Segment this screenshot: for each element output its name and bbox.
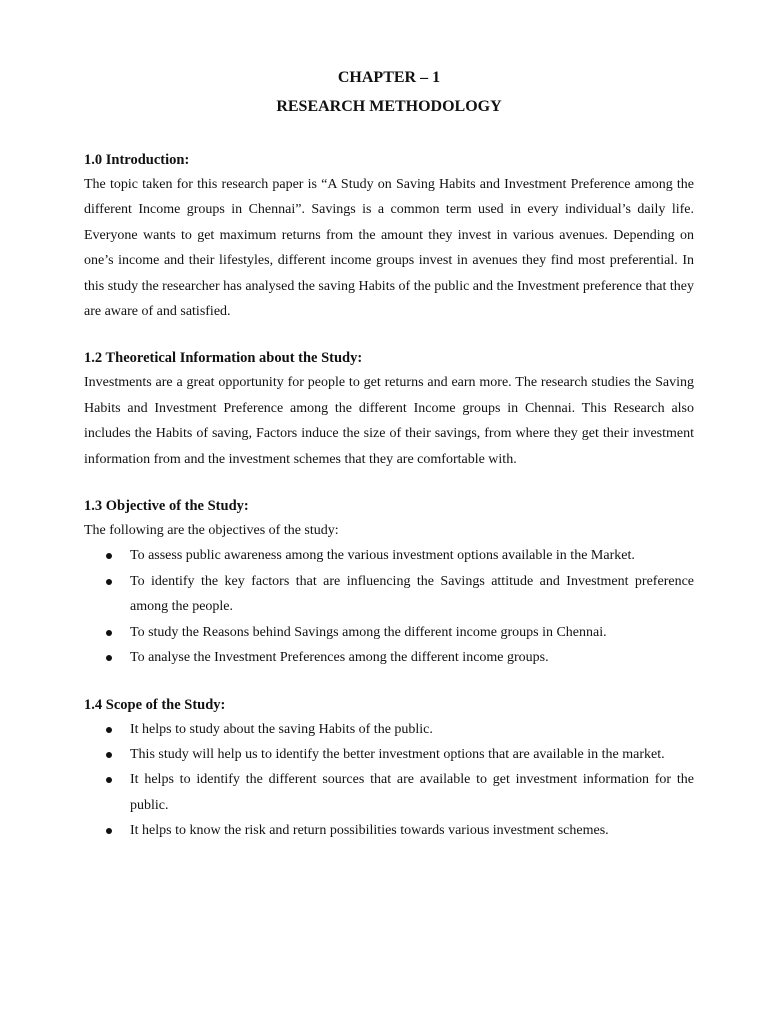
bullet-icon: [106, 727, 112, 733]
chapter-label: CHAPTER – 1: [337, 69, 441, 86]
list-item-text: To assess public awareness among the various investment options available in the Market.: [130, 548, 635, 564]
section-theoretical: [84, 348, 694, 472]
spacer: [84, 671, 694, 695]
list-item: [84, 818, 694, 843]
list-item: [84, 742, 694, 767]
list-item-text: It helps to know the risk and return possibilities towards various investment schemes.: [130, 823, 609, 839]
section-heading: 1.4 Scope of the Study:: [84, 696, 226, 713]
section-heading: 1.0 Introduction:: [84, 152, 190, 168]
list-item: [84, 717, 694, 742]
list-item-text: It helps to identify the different sources that are available to get investment information for the public.: [130, 772, 694, 813]
list-item: [84, 569, 694, 620]
list-item-text: To analyse the Investment Preferences among the different income groups.: [130, 650, 549, 666]
list-item: [84, 543, 694, 568]
section-paragraph: Investments are a great opportunity for people to get returns and earn more. The research studies the Saving Habits and Investment Preference among the different Income groups in Chennai. This Research also includes the Habits of saving, Factors induce the size of their savings, from where they get their investment information from and the investment schemes that they are comfortable with.: [84, 375, 694, 467]
list-item-text: To identify the key factors that are influencing the Savings attitude and Investment preference among the people.: [130, 573, 694, 615]
list-item-text: To study the Reasons behind Savings among the different income groups in Chennai.: [130, 624, 607, 640]
objective-list: [84, 543, 694, 670]
bullet-icon: [106, 553, 112, 559]
list-item: [84, 645, 694, 670]
bullet-icon: [106, 828, 112, 834]
section-objective: [84, 496, 694, 670]
chapter-title: RESEARCH METHODOLOGY: [276, 98, 502, 115]
list-item-text: It helps to study about the saving Habits of the public.: [130, 721, 433, 737]
section-introduction: [84, 150, 694, 324]
list-item: [84, 620, 694, 645]
bullet-icon: [106, 630, 112, 636]
spacer: [84, 472, 694, 496]
scope-list: [84, 717, 694, 844]
bullet-icon: [106, 752, 112, 758]
section-scope: [84, 695, 694, 844]
bullet-icon: [106, 777, 112, 783]
document-page: [84, 68, 694, 844]
section-heading: 1.2 Theoretical Information about the Study:: [84, 350, 363, 367]
spacer: [84, 117, 694, 150]
list-item-text: This study will help us to identify the better investment options that are available in the market.: [130, 746, 665, 762]
bullet-icon: [106, 579, 112, 585]
bullet-icon: [106, 655, 112, 661]
section-intro: The following are the objectives of the study:: [84, 523, 339, 539]
list-item: [84, 767, 694, 818]
spacer: [84, 324, 694, 348]
section-paragraph: The topic taken for this research paper is “A Study on Saving Habits and Investment Preference among the different Income groups in Chennai”. Savings is a common term used in every individual’s daily life. Everyone wants to get maximum returns from the amount they invest in various avenues. Depending on one’s income and their lifestyles, different income groups invest in avenues they find most preferential. In this study the researcher has analysed the saving Habits of the public and the Investment preference that they are aware of and satisfied.: [84, 177, 694, 320]
section-heading: 1.3 Objective of the Study:: [84, 498, 249, 515]
